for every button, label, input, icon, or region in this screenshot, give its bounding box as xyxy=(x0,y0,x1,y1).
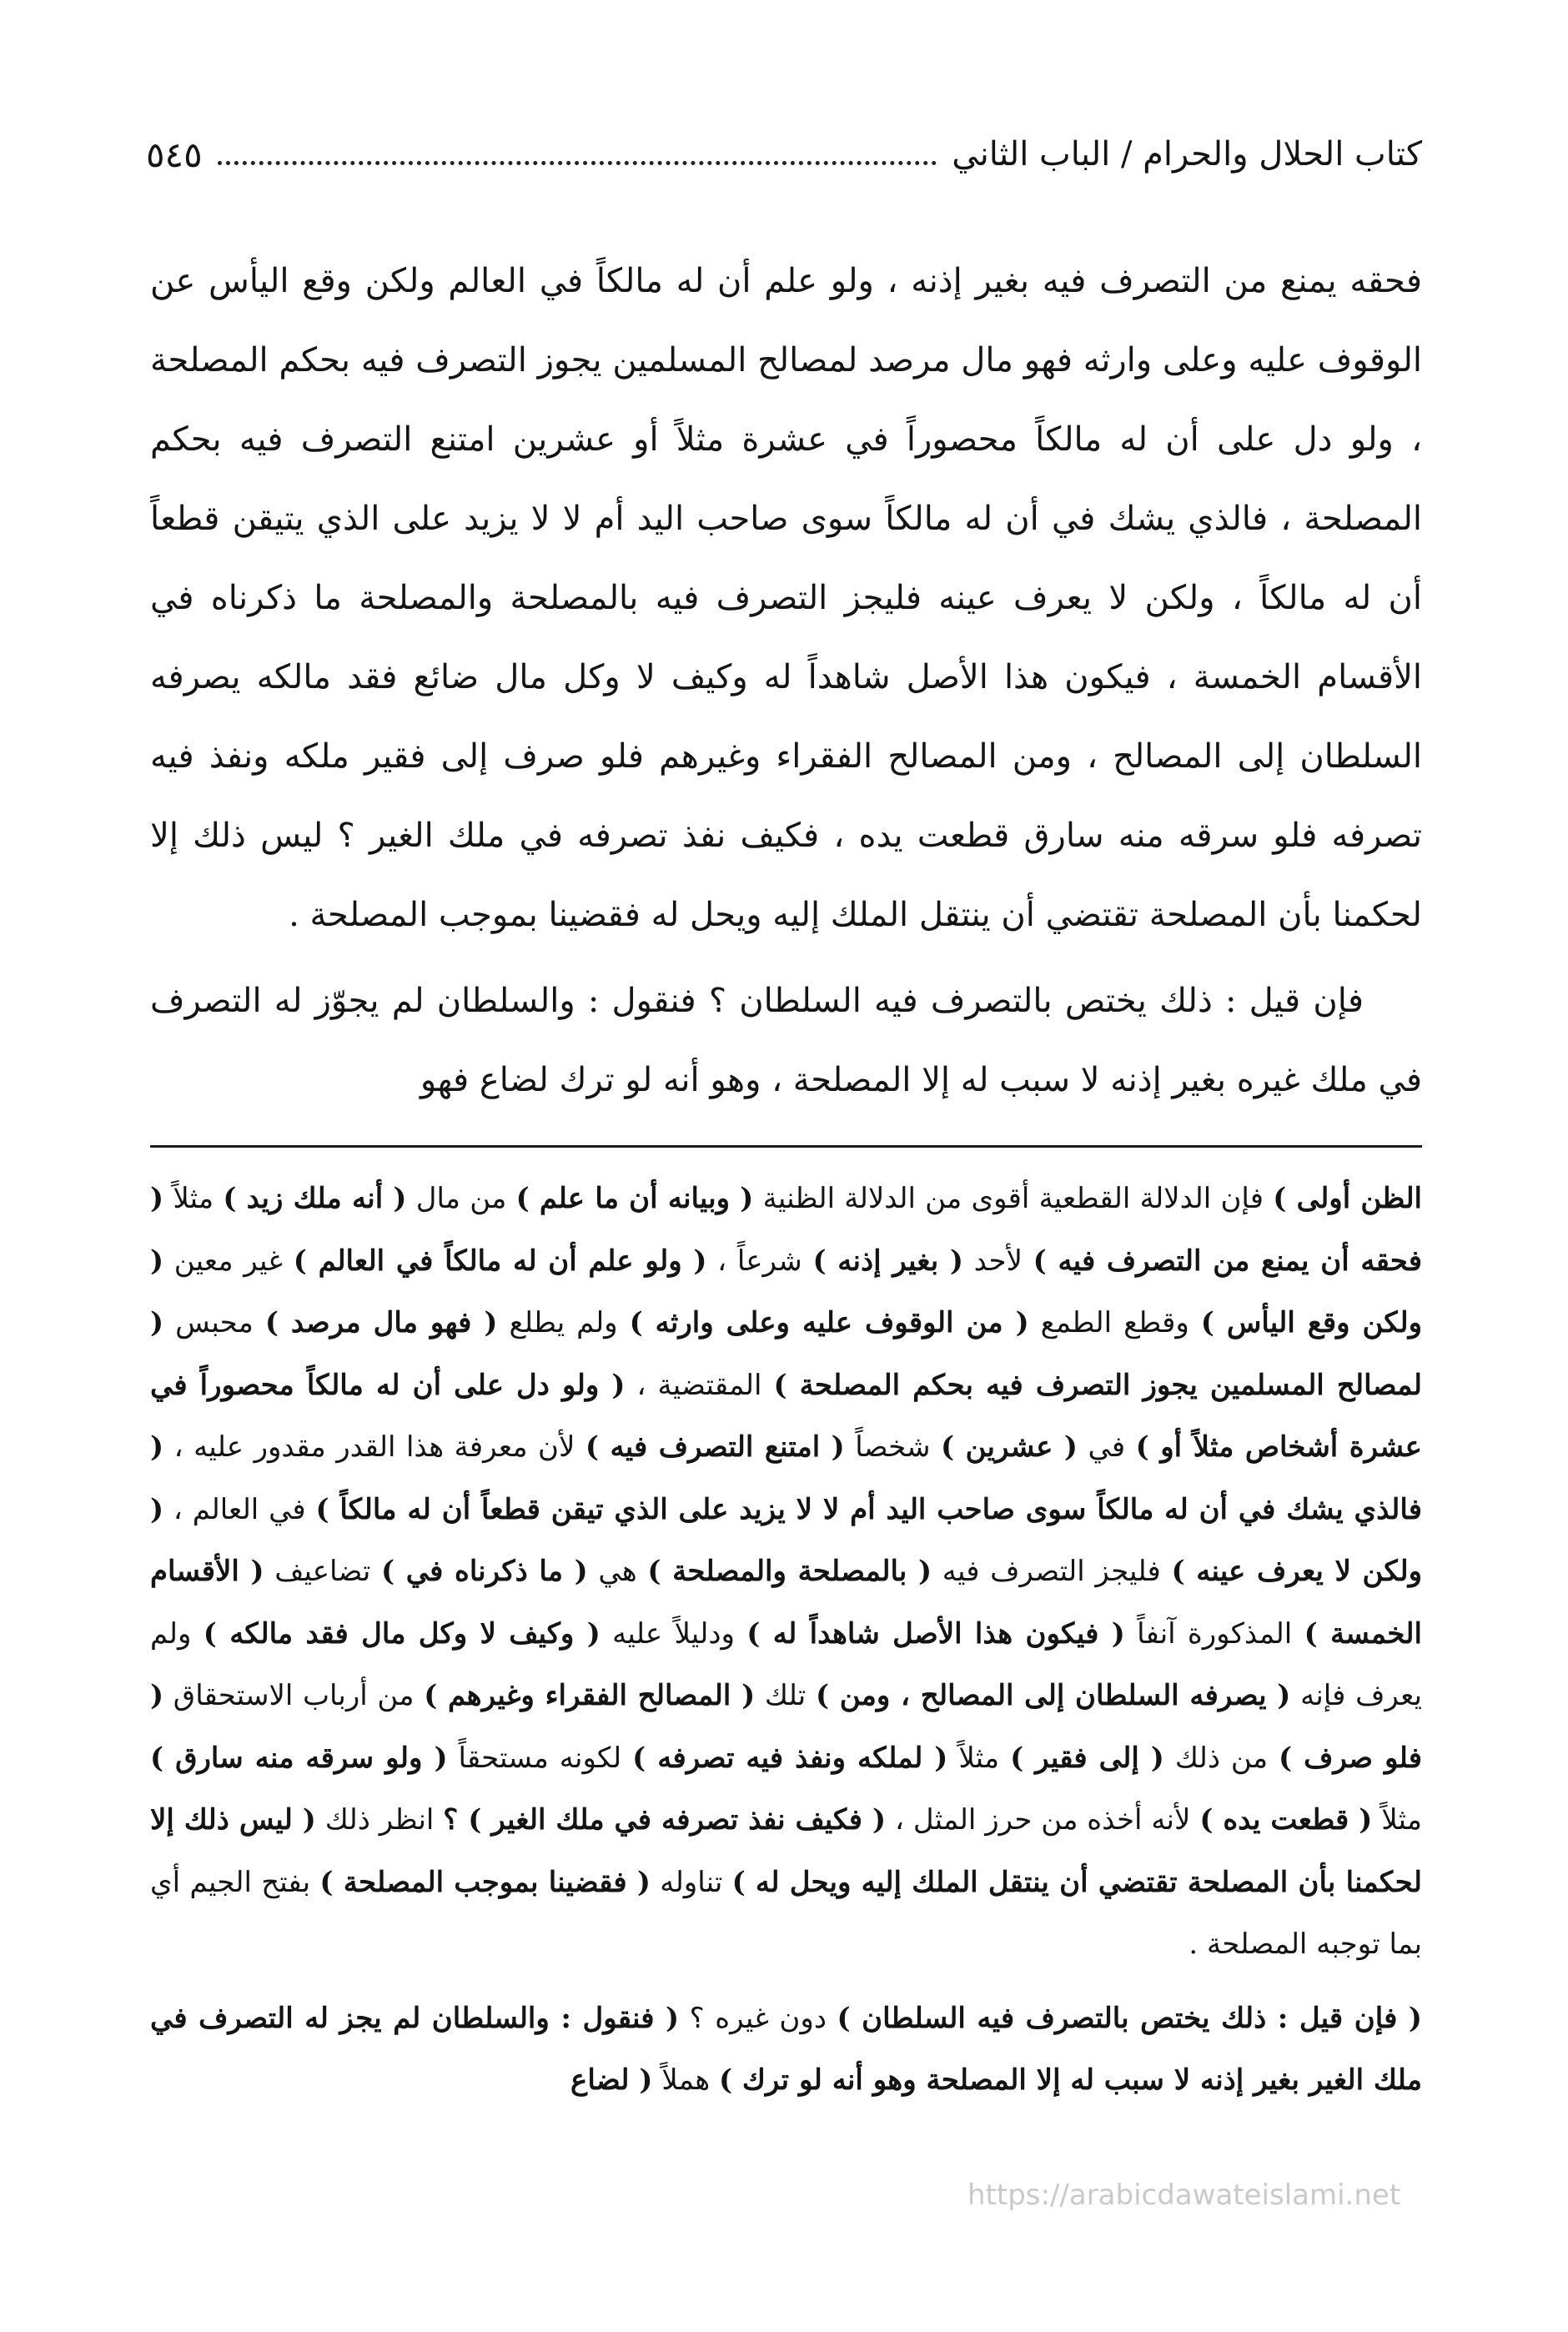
quoted-matn-text: الظن أولى ) xyxy=(1273,1182,1423,1215)
explanation-text: لأحد xyxy=(962,1244,1033,1278)
explanation-text: هي xyxy=(587,1555,648,1588)
explanation-text: فليجز التصرف فيه xyxy=(932,1555,1172,1588)
watermark-url: https://arabicdawateislami.net xyxy=(967,2179,1401,2212)
explanation-text: محبس xyxy=(163,1306,265,1339)
explanation-text: فإن الدلالة القطعية أقوى من الدلالة الظنية xyxy=(753,1182,1274,1215)
quoted-matn-text: ( لضاع xyxy=(570,2063,653,2097)
quoted-matn-text: ( فالذي يشك في أن له مالكاً سوى صاحب اليد أم لا لا يزيد على الذي تيقن قطعاً أن له مالكاً ) xyxy=(150,1430,1422,1526)
quoted-matn-text: ( فنقول : والسلطان لم يجز له التصرف في ملك الغير بغير إذنه لا سبب له إلا المصلحة وهو أنه لو ترك ) xyxy=(150,2001,1422,2097)
explanation-text: تلك xyxy=(755,1679,816,1712)
quoted-matn-text: ( بغير إذنه ) xyxy=(812,1244,963,1278)
explanation-text: بفتح الجيم أي بما توجبه المصلحة . xyxy=(150,1865,1422,1961)
explanation-text: في العالم ، xyxy=(163,1492,316,1526)
explanation-text: لكونه مستحقاً xyxy=(447,1741,633,1775)
quoted-matn-text: ( عشرين ) xyxy=(941,1430,1078,1464)
quoted-matn-text: ( الأقسام الخمسة ) xyxy=(150,1555,1422,1651)
explanation-text: ولم يعرف فإنه xyxy=(150,1616,1422,1712)
explanation-text: المذكورة آنفاً xyxy=(1124,1616,1304,1651)
explanation-text: دون غيره ؟ xyxy=(679,2001,837,2035)
quoted-matn-text: ( فإن قيل : ذلك يختص بالتصرف فيه السلطان ) xyxy=(837,2001,1423,2035)
quoted-matn-text: ( فحقه أن يمنع من التصرف فيه ) xyxy=(150,1182,1422,1278)
explanation-text: مثلاً xyxy=(947,1741,1011,1775)
quoted-matn-text: ( بالمصلحة والمصلحة ) xyxy=(647,1555,932,1588)
quoted-matn-text: ( فهو مال مرصد ) xyxy=(264,1306,498,1339)
main-paragraph: فإن قيل : ذلك يختص بالتصرف فيه السلطان ؟ فنقول : والسلطان لم يجوّز له التصرف في ملك غيره بغير إذنه لا سبب له إلا المصلحة ، وهو أنه لو ترك لضاع فهو xyxy=(150,982,1422,1099)
explanation-text: ودليلاً عليه xyxy=(600,1616,747,1651)
explanation-text: لأن معرفة هذا القدر مقدور عليه ، xyxy=(163,1430,585,1464)
quoted-matn-text: ( لمصالح المسلمين يجوز التصرف فيه بحكم المصلحة ) xyxy=(150,1306,1422,1402)
quoted-matn-text: ( فقضينا بموجب المصلحة ) xyxy=(319,1865,651,1899)
quoted-matn-text: ( ليس ذلك إلا لحكمنا بأن المصلحة تقتضي أن ينتقل الملك إليه ويحل له ) xyxy=(150,1803,1422,1899)
quoted-matn-text: ( ولكن وقع اليأس ) xyxy=(150,1244,1422,1339)
footnote-separator xyxy=(150,1145,1422,1148)
quoted-matn-text: ( قطعت يده ) xyxy=(1199,1803,1373,1837)
page-number: ٥٤٥ xyxy=(146,133,203,175)
running-title: كتاب الحلال والحرام / الباب الثاني xyxy=(952,135,1422,173)
explanation-text: لأنه أخذه من حرز المثل ، xyxy=(886,1803,1200,1837)
main-paragraph: فحقه يمنع من التصرف فيه بغير إذنه ، ولو علم أن له مالكاً في العالم ولكن وقع اليأس عن الوقوف عليه وعلى وارثه فهو مال مرصد لمصالح المسلمين يجوز التصرف فيه بحكم المصلحة ، ولو دل على أن له مالكاً محصوراً في عشرة مثلاً أو عشرين امتنع التصرف فيه بحكم المصلحة ، فالذي يشك في أن له مالكاً سوى صاحب اليد أم لا لا يزيد على الذي يتيقن قطعاً أن له مالكاً ، ولكن لا يعرف عينه فليجز التصرف فيه بالمصلحة والمصلحة ما ذكرناه في الأقسام الخمسة ، فيكون هذا الأصل شاهداً له وكيف لا وكل مال ضائع فقد مالكه يصرفه السلطان إلى المصالح ، ومن المصالح الفقراء وغيرهم فلو صرف إلى فقير ملكه ونفذ فيه تصرفه فلو سرقه منه سارق قطعت يده ، فكيف نفذ تصرفه في ملك الغير ؟ ليس ذلك إلا لحكمنا بأن المصلحة تقتضي أن ينتقل الملك إليه ويحل له فقضينا بموجب المصلحة . xyxy=(150,262,1422,934)
quoted-matn-text: ( يصرفه السلطان إلى المصالح ، ومن ) xyxy=(815,1679,1291,1712)
quoted-matn-text: ( وكيف لا وكل مال فقد مالكه ) xyxy=(203,1616,601,1651)
page-header xyxy=(146,125,1422,183)
explanation-text: هملاً xyxy=(652,2063,719,2097)
commentary-text xyxy=(150,1168,1422,2112)
quoted-matn-text: ( أنه ملك زيد ) xyxy=(223,1182,407,1215)
explanation-text: تضاعيف xyxy=(264,1555,381,1588)
main-text xyxy=(150,242,1422,1120)
explanation-text: شرعاً ، xyxy=(706,1244,813,1278)
explanation-text: تناوله xyxy=(650,1865,732,1899)
quoted-matn-text: ( ولكن لا يعرف عينه ) xyxy=(150,1492,1422,1588)
explanation-text: مثلاً xyxy=(163,1182,224,1215)
commentary-paragraph xyxy=(150,1988,1422,2112)
explanation-text: المقتضية ، xyxy=(625,1368,774,1402)
quoted-matn-text: ( فيكون هذا الأصل شاهداً له ) xyxy=(746,1616,1125,1651)
explanation-text: من ذلك xyxy=(1163,1741,1279,1775)
quoted-matn-text: ( فكيف نفذ تصرفه في ملك الغير ) ؟ xyxy=(443,1803,887,1837)
quoted-matn-text: ( امتنع التصرف فيه ) xyxy=(585,1430,845,1464)
quoted-matn-text: ( ولو سرقه منه سارق ) xyxy=(150,1741,448,1775)
explanation-text: من أرباب الاستحقاق xyxy=(163,1679,425,1712)
explanation-text: مثلاً xyxy=(1372,1803,1423,1837)
explanation-text: ولم يطلع xyxy=(497,1306,630,1339)
explanation-text: من مال xyxy=(406,1182,516,1215)
explanation-text: وقطع الطمع xyxy=(1028,1306,1201,1339)
quoted-matn-text: ( إلى فقير ) xyxy=(1010,1741,1164,1775)
quoted-matn-text: ( فلو صرف ) xyxy=(150,1679,1423,1775)
commentary-paragraph xyxy=(150,1168,1422,1976)
quoted-matn-text: ( من الوقوف عليه وعلى وارثه ) xyxy=(629,1306,1029,1339)
quoted-matn-text: ( ولو دل على أن له مالكاً محصوراً في عشرة أشخاص مثلاً أو ) xyxy=(150,1368,1422,1464)
quoted-matn-text: ( وبيانه أن ما علم ) xyxy=(515,1182,754,1215)
quoted-matn-text: ( ولو علم أن له مالكاً في العالم ) xyxy=(293,1244,707,1278)
explanation-text: انظر ذلك xyxy=(315,1803,444,1837)
explanation-text: في xyxy=(1078,1430,1136,1464)
quoted-matn-text: ( لملكه ونفذ فيه تصرفه ) xyxy=(632,1741,948,1775)
explanation-text: غير معين xyxy=(163,1244,294,1278)
explanation-text: شخصاً xyxy=(844,1430,942,1464)
quoted-matn-text: ( ما ذكرناه في ) xyxy=(380,1555,588,1588)
dotted-leader xyxy=(218,161,937,165)
quoted-matn-text: ( المصالح الفقراء وغيرهم ) xyxy=(424,1679,756,1712)
